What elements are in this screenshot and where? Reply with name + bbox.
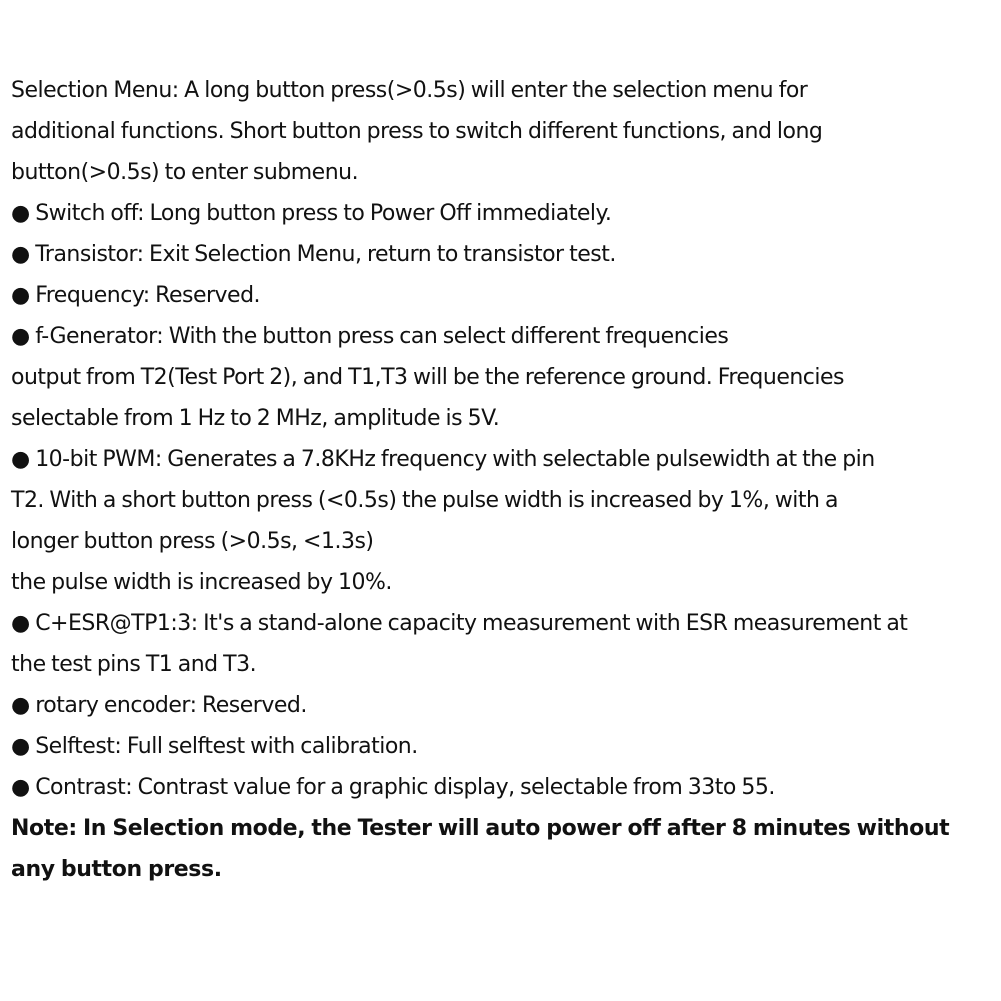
document-body [11, 70, 996, 890]
bullet-c-esr: ● C+ESR@TP1:3: It's a stand-alone capacity measurement with ESR measurement at [11, 611, 908, 636]
bullet-pwm-cont: the pulse width is increased by 10%. [11, 570, 392, 595]
bullet-c-esr-cont: the test pins T1 and T3. [11, 652, 257, 677]
note-line: Note: In Selection mode, the Tester will auto power off after 8 minutes without [11, 816, 950, 841]
bullet-selftest: ● Selftest: Full selftest with calibration. [11, 734, 418, 759]
intro-line: button(>0.5s) to enter submenu. [11, 160, 359, 185]
bullet-f-generator-cont: selectable from 1 Hz to 2 MHz, amplitude is 5V. [11, 406, 500, 431]
bullet-pwm: ● 10-bit PWM: Generates a 7.8KHz frequency with selectable pulsewidth at the pin [11, 447, 875, 472]
bullet-transistor: ● Transistor: Exit Selection Menu, return to transistor test. [11, 242, 616, 267]
bullet-rotary-encoder: ● rotary encoder: Reserved. [11, 693, 307, 718]
intro-line: Selection Menu: A long button press(>0.5s) will enter the selection menu for [11, 78, 808, 103]
bullet-contrast: ● Contrast: Contrast value for a graphic display, selectable from 33to 55. [11, 775, 775, 800]
bullet-pwm-cont: longer button press (>0.5s, <1.3s) [11, 529, 374, 554]
bullet-switch-off: ● Switch off: Long button press to Power Off immediately. [11, 201, 612, 226]
intro-line: additional functions. Short button press to switch different functions, and long [11, 119, 823, 144]
bullet-f-generator: ● f-Generator: With the button press can select different frequencies [11, 324, 729, 349]
bullet-f-generator-cont: output from T2(Test Port 2), and T1,T3 will be the reference ground. Frequencies [11, 365, 845, 390]
bullet-frequency: ● Frequency: Reserved. [11, 283, 261, 308]
note-line: any button press. [11, 857, 222, 882]
bullet-pwm-cont: T2. With a short button press (<0.5s) the pulse width is increased by 1%, with a [11, 488, 838, 513]
